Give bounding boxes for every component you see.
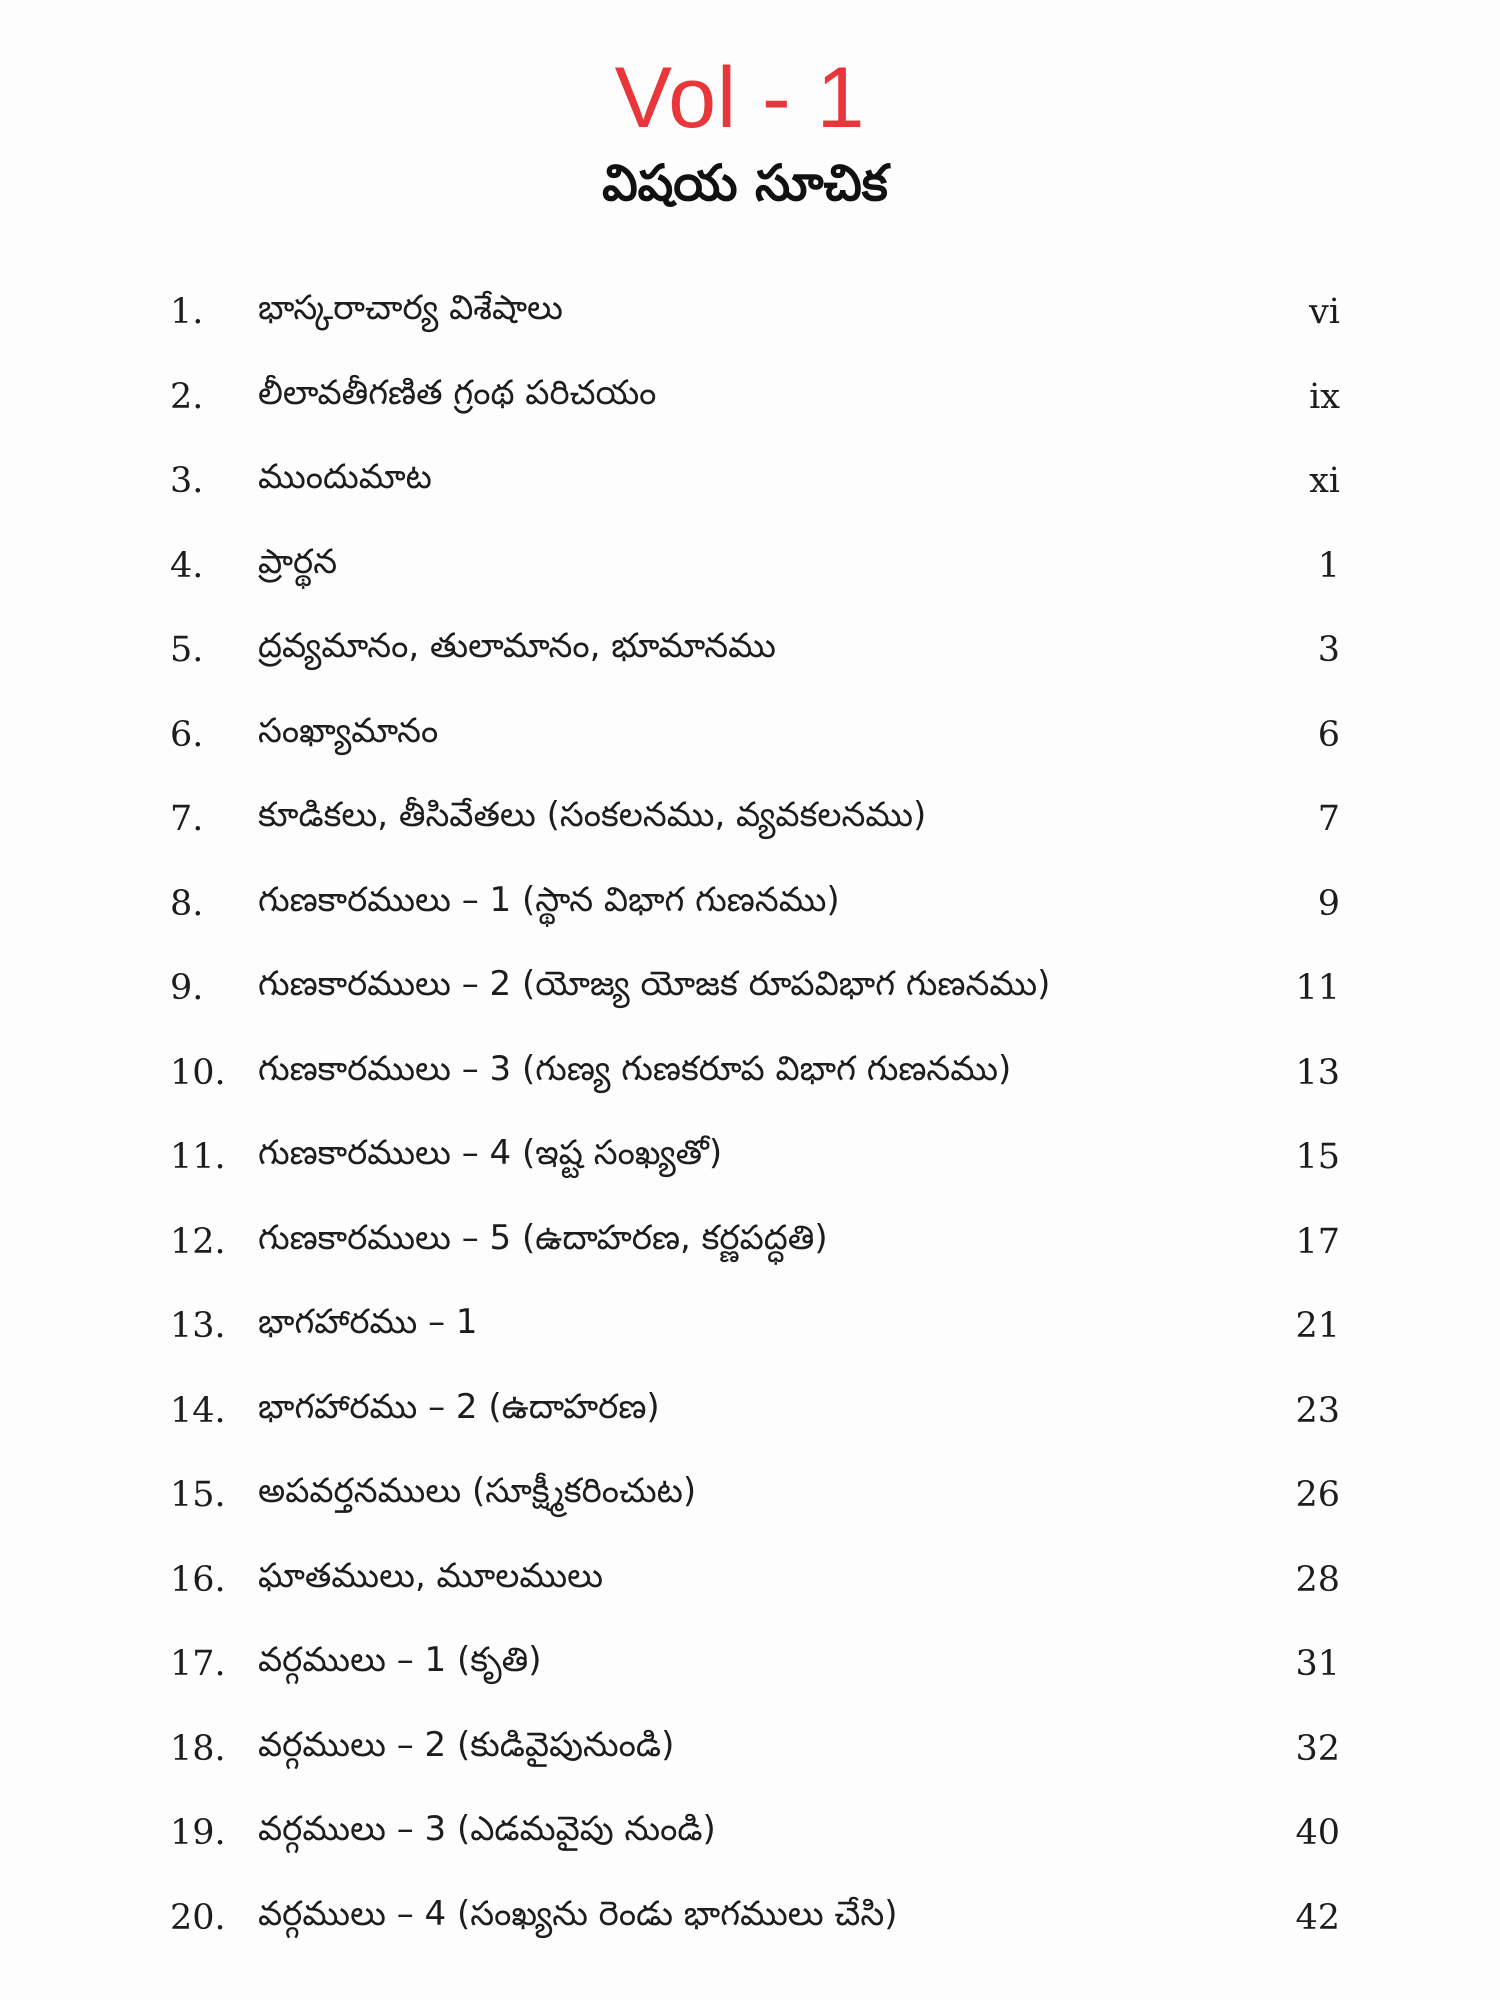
toc-entry: [170, 1453, 1340, 1538]
toc-entry: [170, 1369, 1340, 1454]
toc-entry-title: కూడికలు, తీసివేతలు (సంకలనము, వ్యవకలనము): [258, 795, 927, 836]
toc-entry-page: 23: [1295, 1390, 1340, 1431]
toc-entry-title: ఘాతములు, మూలములు: [258, 1555, 603, 1596]
toc-entry-number: 9.: [170, 968, 204, 1009]
toc-entry-title: గుణకారములు – 5 (ఉదాహరణ, కర్ణపద్ధతి): [258, 1217, 828, 1258]
toc-entry: [170, 524, 1340, 609]
toc-entry-title: గుణకారములు – 1 (స్థాన విభాగ గుణనము): [258, 879, 840, 920]
toc-entry-title: గుణకారములు – 4 (ఇష్ట సంఖ్యతో): [258, 1133, 723, 1174]
toc-entry-page: 40: [1295, 1813, 1340, 1854]
toc-entry-title: వర్గములు – 1 (కృతి): [258, 1640, 542, 1681]
toc-entry-page: 31: [1295, 1644, 1340, 1685]
toc-entry: [170, 1538, 1340, 1623]
toc-entry-page: 13: [1295, 1052, 1340, 1093]
toc-entry-title: ప్రార్థన: [258, 541, 338, 582]
toc-entry: [170, 693, 1340, 778]
toc-entry-number: 18.: [170, 1728, 226, 1769]
toc-entry-page: vi: [1309, 292, 1340, 333]
toc-entry-page: 6: [1317, 714, 1340, 755]
toc-entry: [170, 946, 1340, 1031]
toc-entry-title: వర్గములు – 2 (కుడివైపునుండి): [258, 1724, 675, 1765]
toc-entry-page: 21: [1295, 1306, 1340, 1347]
toc-list: [170, 270, 1340, 1960]
toc-entry: [170, 1876, 1340, 1961]
toc-entry-number: 19.: [170, 1813, 226, 1854]
toc-entry-title: గుణకారములు – 3 (గుణ్య గుణకరూప విభాగ గుణనము): [258, 1048, 1012, 1089]
toc-entry-page: 17: [1295, 1221, 1340, 1262]
toc-entry-number: 17.: [170, 1644, 226, 1685]
toc-entry-page: 7: [1317, 799, 1340, 840]
toc-entry-page: 28: [1295, 1559, 1340, 1600]
toc-entry: [170, 777, 1340, 862]
toc-entry-title: భాగహారము – 1: [258, 1302, 478, 1343]
toc-entry-number: 20.: [170, 1897, 226, 1938]
toc-entry-number: 14.: [170, 1390, 226, 1431]
toc-entry-page: 42: [1295, 1897, 1340, 1938]
toc-entry-number: 11.: [170, 1137, 226, 1178]
toc-entry-number: 12.: [170, 1221, 226, 1262]
toc-entry: [170, 1284, 1340, 1369]
toc-entry-page: ix: [1309, 376, 1340, 417]
toc-entry-title: ద్రవ్యమానం, తులామానం, భూమానము: [258, 626, 776, 667]
toc-entry-page: 15: [1295, 1137, 1340, 1178]
toc-entry-page: 26: [1295, 1475, 1340, 1516]
toc-entry-number: 1.: [170, 292, 204, 333]
toc-entry-title: ముందుమాట: [258, 457, 432, 498]
toc-entry-number: 13.: [170, 1306, 226, 1347]
toc-entry-title: గుణకారములు – 2 (యోజ్య యోజక రూపవిభాగ గుణనము): [258, 964, 1051, 1005]
toc-title: విషయ సూచిక: [602, 154, 888, 212]
toc-entry-number: 8.: [170, 883, 204, 924]
toc-entry-title: భాస్కరాచార్య విశేషాలు: [258, 288, 563, 329]
toc-entry-page: 9: [1317, 883, 1340, 924]
toc-entry-number: 5.: [170, 630, 204, 671]
toc-entry-number: 4.: [170, 545, 204, 586]
toc-entry-number: 10.: [170, 1052, 226, 1093]
toc-entry: [170, 439, 1340, 524]
toc-entry: [170, 355, 1340, 440]
toc-entry: [170, 1200, 1340, 1285]
toc-entry-title: అపవర్తనములు (సూక్ష్మీకరించుట): [258, 1471, 697, 1512]
toc-entry-number: 15.: [170, 1475, 226, 1516]
toc-entry: [170, 270, 1340, 355]
toc-entry-page: 3: [1317, 630, 1340, 671]
toc-entry: [170, 1031, 1340, 1116]
toc-entry: [170, 1707, 1340, 1792]
toc-entry-page: 11: [1295, 968, 1340, 1009]
toc-entry-title: లీలావతీగణిత గ్రంథ పరిచయం: [258, 372, 657, 413]
toc-entry-number: 16.: [170, 1559, 226, 1600]
toc-entry-number: 7.: [170, 799, 204, 840]
toc-entry-page: 1: [1317, 545, 1340, 586]
toc-entry-title: సంఖ్యామానం: [258, 710, 439, 751]
toc-entry: [170, 608, 1340, 693]
toc-entry-number: 6.: [170, 714, 204, 755]
toc-entry-number: 2.: [170, 376, 204, 417]
toc-entry-title: వర్గములు – 4 (సంఖ్యను రెండు భాగములు చేసి): [258, 1893, 898, 1934]
toc-entry: [170, 1622, 1340, 1707]
toc-entry: [170, 862, 1340, 947]
toc-entry: [170, 1791, 1340, 1876]
toc-entry-page: xi: [1309, 461, 1340, 502]
toc-entry-title: వర్గములు – 3 (ఎడమవైపు నుండి): [258, 1809, 716, 1850]
toc-entry-title: భాగహారము – 2 (ఉదాహరణ): [258, 1386, 660, 1427]
volume-label: Vol - 1: [614, 50, 866, 146]
toc-entry: [170, 1115, 1340, 1200]
toc-entry-page: 32: [1295, 1728, 1340, 1769]
toc-entry-number: 3.: [170, 461, 204, 502]
